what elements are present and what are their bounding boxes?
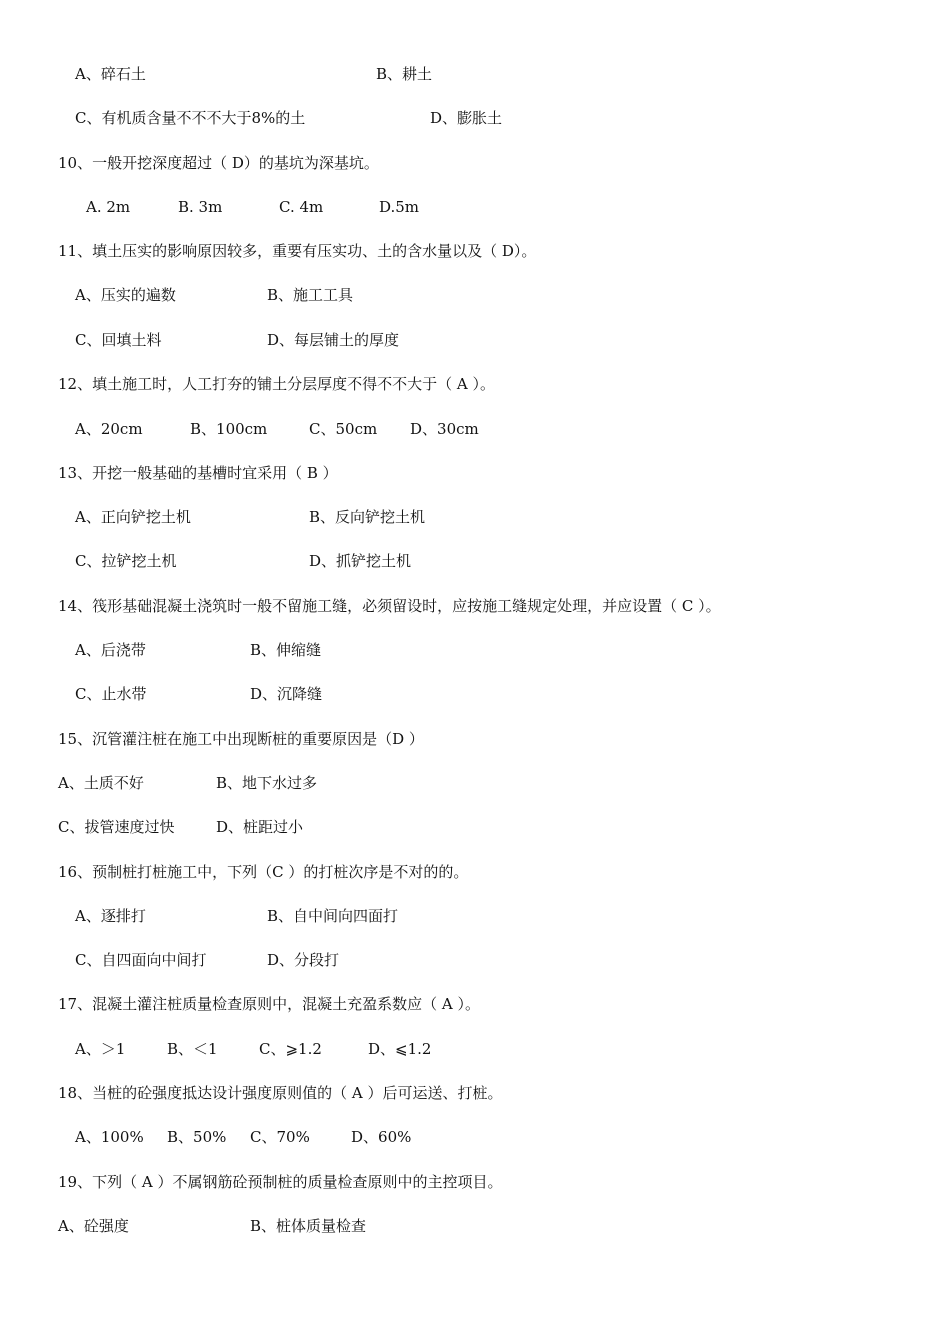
q10-option-b: B. 3m: [178, 198, 223, 216]
q17-option-c: C、⩾1.2: [259, 1040, 322, 1058]
question-16-stem: 16、预制桩打桩施工中，下列（C ）的打桩次序是不对的的。: [58, 863, 469, 881]
q15-option-c: C、拔管速度过快: [58, 818, 175, 836]
q11-option-c: C、回填土料: [75, 331, 162, 349]
q11-option-b: B、施工工具: [267, 286, 354, 304]
q12-option-d: D、30cm: [410, 420, 479, 438]
option-prev-c: C、有机质含量不不不大于8%的土: [75, 109, 306, 127]
q13-option-b: B、反向铲挖土机: [309, 508, 426, 526]
question-13-stem: 13、开挖一般基础的基槽时宜采用（ B ）: [58, 464, 338, 482]
q12-option-a: A、20cm: [75, 420, 143, 438]
q15-option-b: B、地下水过多: [216, 774, 318, 792]
q14-option-a: A、后浇带: [75, 641, 146, 659]
q16-option-d: D、分段打: [267, 951, 340, 969]
q16-option-a: A、逐排打: [75, 907, 146, 925]
option-prev-b: B、耕土: [376, 65, 433, 83]
question-11-stem: 11、填土压实的影响原因较多，重要有压实功、土的含水量以及（ D）。: [58, 242, 537, 260]
q13-option-d: D、抓铲挖土机: [309, 552, 412, 570]
q18-option-b: B、50%: [167, 1128, 227, 1146]
question-17-stem: 17、混凝土灌注桩质量检查原则中，混凝土充盈系数应（ A ）。: [58, 995, 480, 1013]
q12-option-c: C、50cm: [309, 420, 378, 438]
q16-option-b: B、自中间向四面打: [267, 907, 399, 925]
q10-option-a: A. 2m: [86, 198, 131, 216]
q15-option-d: D、桩距过小: [216, 818, 304, 836]
q14-option-b: B、伸缩缝: [250, 641, 322, 659]
question-19-stem: 19、下列（ A ）不属钢筋砼预制桩的质量检查原则中的主控项目。: [58, 1173, 503, 1191]
question-18-stem: 18、当桩的砼强度抵达设计强度原则值的（ A ）后可运送、打桩。: [58, 1084, 503, 1102]
q11-option-a: A、压实的遍数: [75, 286, 176, 304]
q18-option-c: C、70%: [250, 1128, 310, 1146]
q16-option-c: C、自四面向中间打: [75, 951, 207, 969]
q10-option-d: D.5m: [379, 198, 420, 216]
q17-option-b: B、＜1: [167, 1040, 218, 1058]
q18-option-d: D、60%: [351, 1128, 412, 1146]
q19-option-a: A、砼强度: [58, 1217, 129, 1235]
q13-option-a: A、正向铲挖土机: [75, 508, 191, 526]
q11-option-d: D、每层铺土的厚度: [267, 331, 400, 349]
q13-option-c: C、拉铲挖土机: [75, 552, 177, 570]
q17-option-a: A、＞1: [75, 1040, 126, 1058]
q18-option-a: A、100%: [75, 1128, 144, 1146]
q14-option-d: D、沉降缝: [250, 685, 323, 703]
option-prev-a: A、碎石土: [75, 65, 146, 83]
q10-option-c: C. 4m: [279, 198, 324, 216]
option-prev-d: D、膨胀土: [430, 109, 503, 127]
question-14-stem: 14、筏形基础混凝土浇筑时一般不留施工缝，必须留设时，应按施工缝规定处理，并应设置（ C ）。: [58, 597, 721, 615]
question-12-stem: 12、填土施工时，人工打夯的铺土分层厚度不得不不大于（ A ）。: [58, 375, 495, 393]
q19-option-b: B、桩体质量检查: [250, 1217, 367, 1235]
q14-option-c: C、止水带: [75, 685, 147, 703]
question-10-stem: 10、一般开挖深度超过（ D）的基坑为深基坑。: [58, 154, 379, 172]
question-15-stem: 15、沉管灌注桩在施工中出现断桩的重要原因是（D ）: [58, 730, 424, 748]
q15-option-a: A、土质不好: [58, 774, 144, 792]
q17-option-d: D、⩽1.2: [368, 1040, 432, 1058]
q12-option-b: B、100cm: [190, 420, 268, 438]
